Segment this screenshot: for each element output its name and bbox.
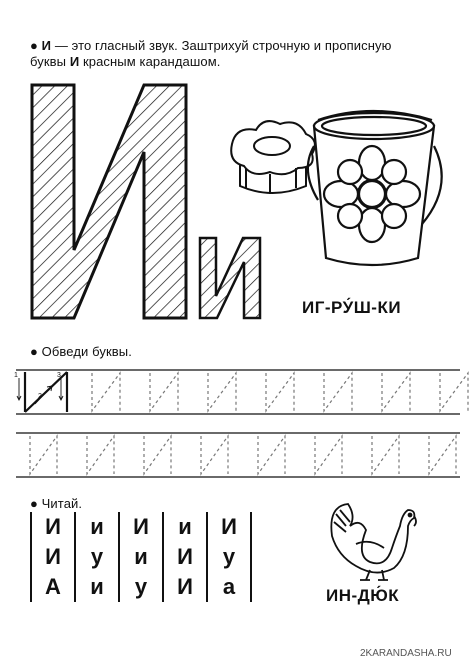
dashed-letter — [92, 373, 120, 411]
reading-letter: И — [163, 572, 207, 602]
turkey-word: ИН-ДЮ́К — [326, 586, 400, 605]
dashed-letter — [30, 436, 57, 474]
bullet-icon: ● — [30, 38, 38, 53]
reading-row — [31, 542, 251, 572]
reading-letter: И — [119, 512, 163, 542]
task3-text: Читай. — [41, 496, 83, 511]
dashed-letters-row-2 — [30, 436, 456, 474]
dashed-letter — [258, 436, 285, 474]
reading-letter: и — [119, 542, 163, 572]
dashed-letter — [372, 436, 399, 474]
dashed-letter — [315, 436, 342, 474]
reading-letter: у — [75, 542, 119, 572]
dashed-letters-row-1 — [92, 373, 468, 411]
dashed-letter — [324, 373, 352, 411]
svg-text:3: 3 — [57, 372, 61, 379]
dashed-letter — [201, 436, 228, 474]
bullet-icon: ● — [30, 496, 38, 511]
task2-text: Обведи буквы. — [41, 344, 132, 359]
reading-row — [31, 512, 251, 542]
toys-word: ИГ-РУ́Ш-КИ — [302, 298, 402, 317]
task1-text-b2: красным карандашом. — [79, 54, 221, 69]
task1-letter: И — [41, 38, 52, 53]
reading-letter: и — [163, 512, 207, 542]
task1-letter2: И — [69, 54, 80, 69]
task1-text-a: — это гласный звук. Заштрихуй строчную и прописную — [51, 38, 392, 53]
dashed-letter — [429, 436, 456, 474]
task1-text-b1: буквы — [30, 54, 70, 69]
reading-grid — [30, 512, 252, 602]
dashed-letter — [208, 373, 236, 411]
tracing-row-2 — [16, 433, 460, 477]
bullet-icon: ● — [30, 344, 38, 359]
dashed-letter — [440, 373, 468, 411]
reading-letter: И — [163, 542, 207, 572]
reading-letter: и — [75, 572, 119, 602]
turkey-icon — [326, 496, 422, 582]
reading-letter: И — [207, 512, 251, 542]
svg-text:1: 1 — [14, 372, 18, 379]
reading-letter: а — [207, 572, 251, 602]
dashed-letter — [87, 436, 114, 474]
reading-letter: И — [31, 512, 75, 542]
reading-letter: А — [31, 572, 75, 602]
reading-row — [31, 572, 251, 602]
dashed-letter — [382, 373, 410, 411]
reading-letter: и — [75, 512, 119, 542]
dashed-letter — [266, 373, 294, 411]
site-watermark: 2KARANDASHA.RU — [360, 648, 452, 659]
reading-letter: И — [31, 542, 75, 572]
svg-text:2: 2 — [38, 393, 42, 400]
task3-instruction — [30, 496, 82, 512]
reading-letter: у — [207, 542, 251, 572]
reading-letter: у — [119, 572, 163, 602]
tracing-row-1 — [16, 370, 460, 414]
dashed-letter — [144, 436, 171, 474]
dashed-letter — [150, 373, 178, 411]
